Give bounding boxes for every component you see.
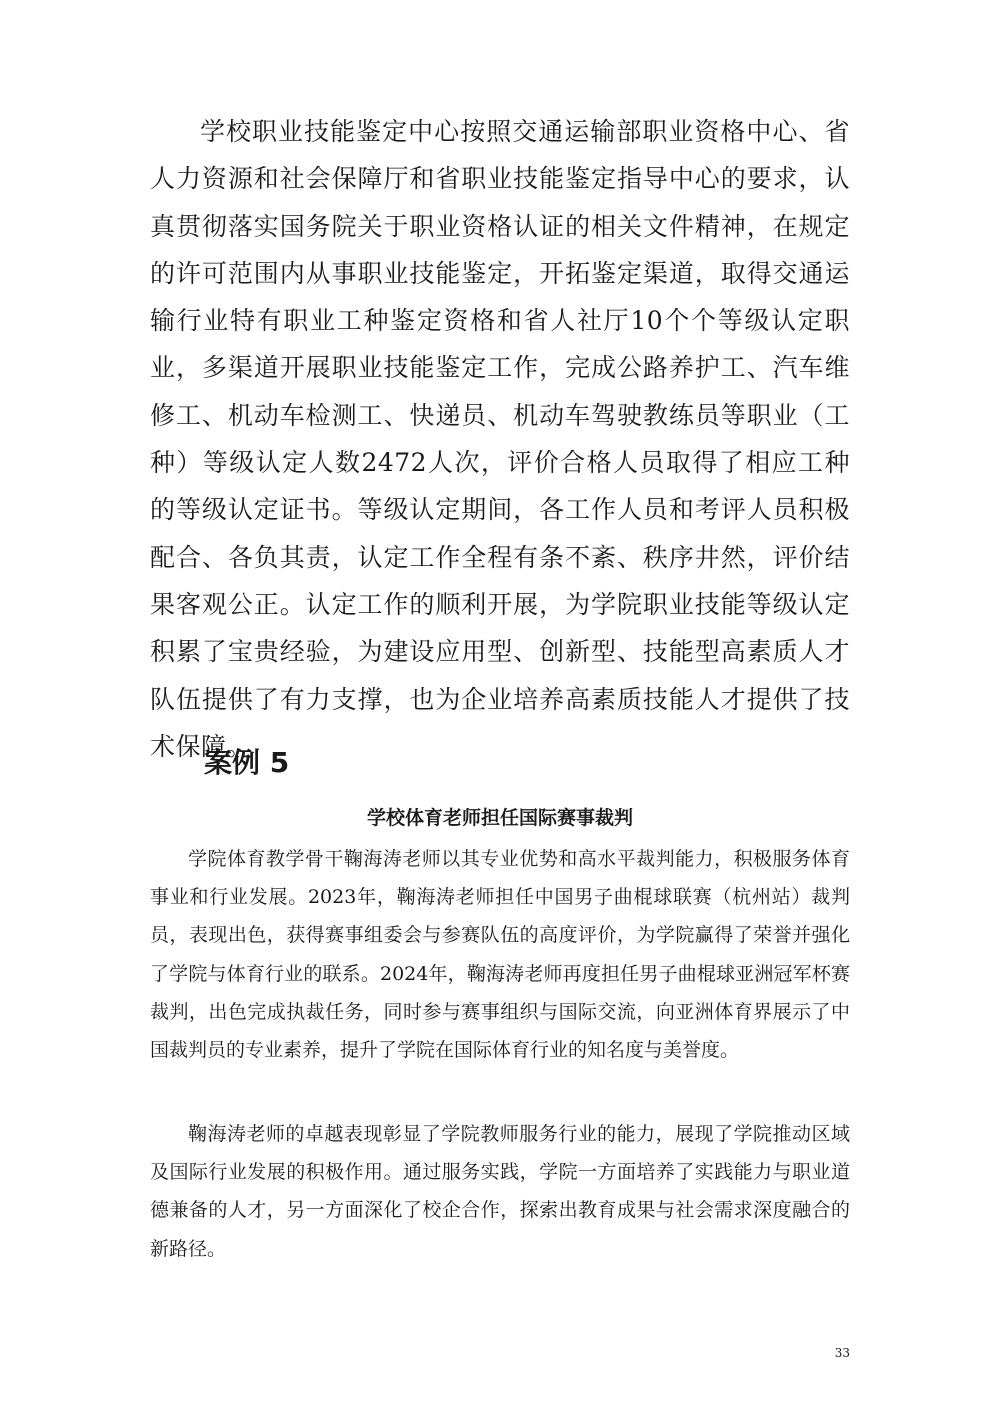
case-heading: 案例 5 [204,746,290,779]
intro-paragraph: 学校职业技能鉴定中心按照交通运输部职业资格中心、省人力资源和社会保障厅和省职业技能鉴定指导中心的要求，认真贯彻落实国务院关于职业资格认证的相关文件精神，在规定的许可范围内从事职业技能鉴定，开拓鉴定渠道，取得交通运输行业特有职业工种鉴定资格和省人社厅10个个等级认定职业，多渠道开展职业技能鉴定工作，完成公路养护工、汽车维修工、机动车检测工、快递员、机动车驾驶教练员等职业（工种）等级认定人数2472人次，评价合格人员取得了相应工种的等级认定证书。等级认定期间，各工作人员和考评人员积极配合、各负其责，认定工作全程有条不紊、秩序井然，评价结果客观公正。认定工作的顺利开展，为学院职业技能等级认定积累了宝贵经验，为建设应用型、创新型、技能型高素质人才队伍提供了有力支撑，也为企业培养高素质技能人才提供了技术保障。 [150,117,850,761]
case-paragraph-2: 鞠海涛老师的卓越表现彰显了学院教师服务行业的能力，展现了学院推动区域及国际行业发展的积极作用。通过服务实践，学院一方面培养了实践能力与职业道德兼备的人才，另一方面深化了校企合作，探索出教育成果与社会需求深度融合的新路径。 [150,1123,850,1260]
page-number: 33 [834,1346,850,1360]
case-paragraph-1: 学院体育教学骨干鞠海涛老师以其专业优势和高水平裁判能力，积极服务体育事业和行业发展。2023年，鞠海涛老师担任中国男子曲棍球联赛（杭州站）裁判员，表现出色，获得赛事组委会与参赛队伍的高度评价，为学院赢得了荣誉并强化了学院与体育行业的联系。2024年，鞠海涛老师再度担任男子曲棍球亚洲冠军杯赛裁判，出色完成执裁任务，同时参与赛事组织与国际交流，向亚洲体育界展示了中国裁判员的专业素养，提升了学院在国际体育行业的知名度与美誉度。 [150,848,850,1062]
case-title: 学校体育老师担任国际赛事裁判 [366,807,633,829]
